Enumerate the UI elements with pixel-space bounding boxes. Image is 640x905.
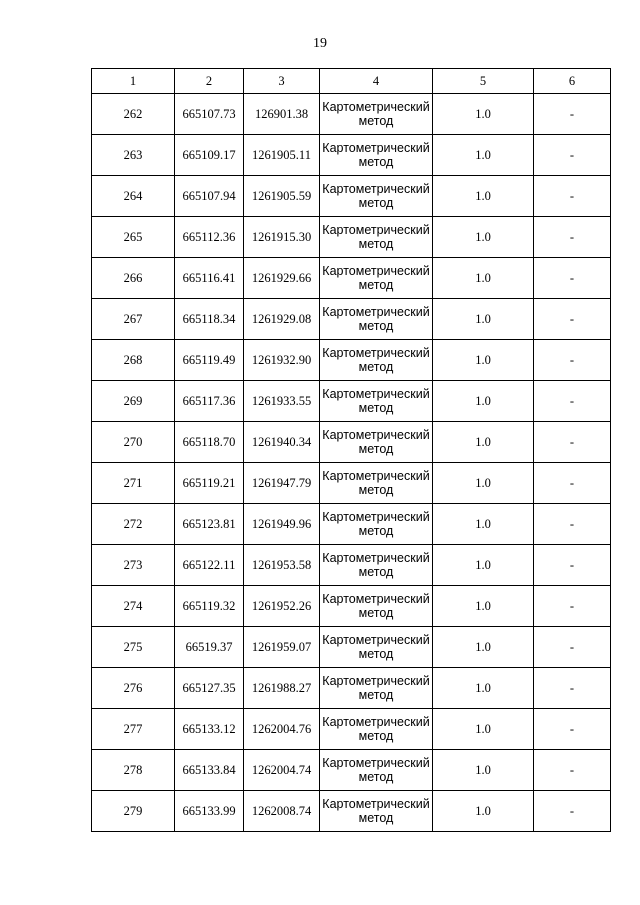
note-cell: - [534,586,611,627]
method-label-line1: Картометрический [322,141,430,155]
method-cell [320,94,433,135]
method-label-line1: Картометрический [322,100,430,114]
table-row [92,340,611,381]
accuracy-cell: 1.0 [433,94,534,135]
accuracy-cell: 1.0 [433,627,534,668]
accuracy-cell: 1.0 [433,381,534,422]
method-label-line1: Картометрический [322,428,430,442]
table-row [92,791,611,832]
method-label-line1: Картометрический [322,346,430,360]
note-cell: - [534,340,611,381]
point-number-cell: 274 [92,586,175,627]
column-header-2: 2 [175,69,244,94]
y-coordinate-cell: 1261953.58 [244,545,320,586]
note-cell: - [534,94,611,135]
table-row [92,258,611,299]
table-row [92,504,611,545]
table-row [92,381,611,422]
point-number-cell: 275 [92,627,175,668]
y-coordinate-cell: 126901.38 [244,94,320,135]
method-cell [320,545,433,586]
method-cell [320,135,433,176]
method-label-line1: Картометрический [322,715,430,729]
method-label-line2: метод [358,278,394,292]
x-coordinate-cell: 665118.34 [175,299,244,340]
y-coordinate-cell: 1261933.55 [244,381,320,422]
y-coordinate-cell: 1261929.08 [244,299,320,340]
point-number-cell: 277 [92,709,175,750]
table-row [92,668,611,709]
point-number-cell: 264 [92,176,175,217]
method-cell [320,627,433,668]
accuracy-cell: 1.0 [433,668,534,709]
table-row [92,94,611,135]
accuracy-cell: 1.0 [433,422,534,463]
method-label-line2: метод [358,647,394,661]
method-label-line1: Картометрический [322,592,430,606]
note-cell: - [534,176,611,217]
method-cell [320,750,433,791]
point-number-cell: 278 [92,750,175,791]
accuracy-cell: 1.0 [433,176,534,217]
point-number-cell: 279 [92,791,175,832]
note-cell: - [534,135,611,176]
method-label-line1: Картометрический [322,551,430,565]
x-coordinate-cell: 665116.41 [175,258,244,299]
note-cell: - [534,381,611,422]
table-row [92,709,611,750]
y-coordinate-cell: 1261932.90 [244,340,320,381]
method-label-line2: метод [358,155,394,169]
y-coordinate-cell: 1262004.74 [244,750,320,791]
note-cell: - [534,217,611,258]
method-label-line1: Картометрический [322,223,430,237]
method-cell [320,463,433,504]
method-cell [320,299,433,340]
y-coordinate-cell: 1261949.96 [244,504,320,545]
method-label-line2: метод [358,688,394,702]
column-header-1: 1 [92,69,175,94]
method-cell [320,217,433,258]
point-number-cell: 276 [92,668,175,709]
point-number-cell: 272 [92,504,175,545]
table-row [92,750,611,791]
accuracy-cell: 1.0 [433,504,534,545]
x-coordinate-cell: 665133.12 [175,709,244,750]
note-cell: - [534,791,611,832]
method-label-line2: метод [358,811,394,825]
header-row [92,69,611,94]
x-coordinate-cell: 665119.49 [175,340,244,381]
point-number-cell: 262 [92,94,175,135]
note-cell: - [534,299,611,340]
table-body [92,94,611,832]
method-cell [320,668,433,709]
y-coordinate-cell: 1262008.74 [244,791,320,832]
method-label-line2: метод [358,360,394,374]
table-row [92,586,611,627]
method-label-line1: Картометрический [322,674,430,688]
point-number-cell: 267 [92,299,175,340]
note-cell: - [534,709,611,750]
method-cell [320,586,433,627]
x-coordinate-cell: 665118.70 [175,422,244,463]
note-cell: - [534,422,611,463]
method-cell [320,504,433,545]
note-cell: - [534,627,611,668]
table-row [92,627,611,668]
method-label-line1: Картометрический [322,182,430,196]
point-number-cell: 269 [92,381,175,422]
x-coordinate-cell: 665107.73 [175,94,244,135]
x-coordinate-cell: 665133.84 [175,750,244,791]
method-label-line1: Картометрический [322,387,430,401]
y-coordinate-cell: 1261905.59 [244,176,320,217]
method-cell [320,258,433,299]
note-cell: - [534,504,611,545]
method-label-line1: Картометрический [322,756,430,770]
method-label-line1: Картометрический [322,797,430,811]
accuracy-cell: 1.0 [433,217,534,258]
method-label-line1: Картометрический [322,305,430,319]
accuracy-cell: 1.0 [433,463,534,504]
x-coordinate-cell: 665119.32 [175,586,244,627]
table-row [92,422,611,463]
table-row [92,217,611,258]
method-label-line1: Картометрический [322,510,430,524]
table-row [92,545,611,586]
column-header-5: 5 [433,69,534,94]
x-coordinate-cell: 665133.99 [175,791,244,832]
note-cell: - [534,750,611,791]
point-number-cell: 265 [92,217,175,258]
accuracy-cell: 1.0 [433,709,534,750]
method-label-line2: метод [358,237,394,251]
x-coordinate-cell: 665109.17 [175,135,244,176]
method-label-line2: метод [358,319,394,333]
method-label-line2: метод [358,401,394,415]
y-coordinate-cell: 1261988.27 [244,668,320,709]
y-coordinate-cell: 1261952.26 [244,586,320,627]
method-label-line1: Картометрический [322,264,430,278]
method-label-line2: метод [358,565,394,579]
column-header-6: 6 [534,69,611,94]
x-coordinate-cell: 665127.35 [175,668,244,709]
x-coordinate-cell: 665117.36 [175,381,244,422]
x-coordinate-cell: 665112.36 [175,217,244,258]
point-number-cell: 271 [92,463,175,504]
method-cell [320,340,433,381]
accuracy-cell: 1.0 [433,340,534,381]
method-label-line2: метод [358,442,394,456]
method-label-line2: метод [358,196,394,210]
note-cell: - [534,463,611,504]
y-coordinate-cell: 1261929.66 [244,258,320,299]
column-header-4: 4 [320,69,433,94]
point-number-cell: 266 [92,258,175,299]
method-label-line1: Картометрический [322,469,430,483]
method-label-line2: метод [358,114,394,128]
x-coordinate-cell: 665123.81 [175,504,244,545]
table-row [92,176,611,217]
method-label-line2: метод [358,770,394,784]
column-header-3: 3 [244,69,320,94]
method-cell [320,381,433,422]
point-number-cell: 273 [92,545,175,586]
point-number-cell: 270 [92,422,175,463]
note-cell: - [534,258,611,299]
method-label-line1: Картометрический [322,633,430,647]
method-label-line2: метод [358,729,394,743]
method-label-line2: метод [358,606,394,620]
accuracy-cell: 1.0 [433,750,534,791]
accuracy-cell: 1.0 [433,791,534,832]
note-cell: - [534,668,611,709]
table-row [92,299,611,340]
table-row [92,135,611,176]
method-cell [320,709,433,750]
coordinates-table [91,68,611,832]
note-cell: - [534,545,611,586]
accuracy-cell: 1.0 [433,545,534,586]
x-coordinate-cell: 665107.94 [175,176,244,217]
method-cell [320,176,433,217]
method-label-line2: метод [358,524,394,538]
y-coordinate-cell: 1261959.07 [244,627,320,668]
y-coordinate-cell: 1261915.30 [244,217,320,258]
y-coordinate-cell: 1261905.11 [244,135,320,176]
point-number-cell: 268 [92,340,175,381]
table-row [92,463,611,504]
y-coordinate-cell: 1261940.34 [244,422,320,463]
method-cell [320,422,433,463]
y-coordinate-cell: 1262004.76 [244,709,320,750]
method-cell [320,791,433,832]
page-number: 19 [313,36,327,51]
x-coordinate-cell: 665119.21 [175,463,244,504]
point-number-cell: 263 [92,135,175,176]
y-coordinate-cell: 1261947.79 [244,463,320,504]
accuracy-cell: 1.0 [433,135,534,176]
x-coordinate-cell: 66519.37 [175,627,244,668]
accuracy-cell: 1.0 [433,299,534,340]
accuracy-cell: 1.0 [433,258,534,299]
method-label-line2: метод [358,483,394,497]
accuracy-cell: 1.0 [433,586,534,627]
x-coordinate-cell: 665122.11 [175,545,244,586]
